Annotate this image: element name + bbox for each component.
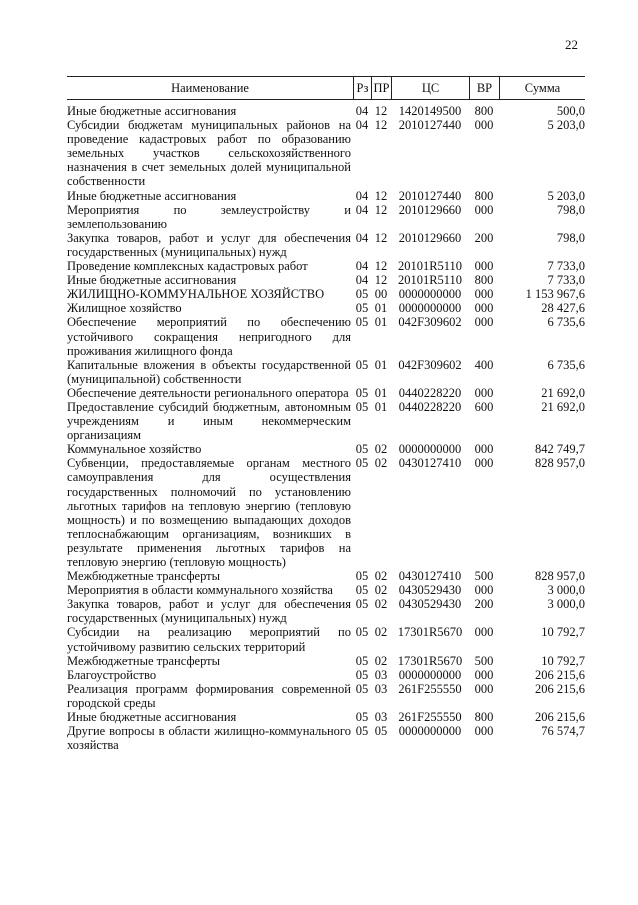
row-pr: 02 — [374, 597, 388, 612]
row-vr: 200 — [474, 230, 494, 245]
row-name: Предоставление субсидий бюджетным, автономным учреждениям и иным некоммерческим организациям — [67, 399, 351, 443]
row-vr: 800 — [474, 710, 494, 725]
row-pr: 03 — [374, 681, 388, 696]
row-cs: 261F255550 — [398, 710, 462, 725]
row-cs: 261F255550 — [398, 681, 462, 696]
row-name: Реализация программ формирования современной городской среды — [67, 681, 351, 710]
row-name: Закупка товаров, работ и услуг для обеспечения государственных (муниципальных) нужд — [67, 597, 351, 626]
row-name: Коммунальное хозяйство — [67, 442, 202, 457]
row-name: Мероприятия в области коммунального хозяйства — [67, 583, 333, 598]
row-cs: 042F309602 — [398, 315, 462, 330]
row-name: ЖИЛИЩНО-КОММУНАЛЬНОЕ ХОЗЯЙСТВО — [67, 287, 325, 302]
row-sum: 7 733,0 — [547, 259, 585, 274]
table-row — [67, 682, 585, 710]
row-sum: 500,0 — [556, 104, 585, 118]
row-rz: 04 — [355, 188, 369, 203]
row-cs: 0000000000 — [398, 442, 462, 457]
table-row — [67, 301, 585, 315]
table-row — [67, 104, 585, 118]
row-pr: 01 — [374, 385, 388, 400]
row-cs: 2010127440 — [398, 188, 462, 203]
row-sum: 21 692,0 — [541, 399, 585, 414]
row-rz: 05 — [355, 681, 369, 696]
table-row — [67, 259, 585, 273]
row-vr: 000 — [474, 681, 494, 696]
table-row — [67, 400, 585, 442]
row-rz: 05 — [355, 653, 369, 668]
row-pr: 12 — [374, 202, 388, 217]
row-rz: 04 — [355, 104, 369, 118]
row-name: Закупка товаров, работ и услуг для обеспечения государственных (муниципальных) нужд — [67, 230, 351, 259]
row-sum: 10 792,7 — [541, 653, 585, 668]
table-row — [67, 203, 585, 231]
row-vr: 600 — [474, 399, 494, 414]
row-cs: 042F309602 — [398, 357, 462, 372]
row-vr: 800 — [474, 273, 494, 288]
row-name: Межбюджетные трансферты — [67, 653, 221, 668]
row-name: Субсидии бюджетам муниципальных районов на проведение кадастровых работ по образованию земельных участков сельскохозяйственного назначения в счет земельных долей муниципальной собственности — [67, 118, 351, 189]
row-vr: 000 — [474, 287, 494, 302]
table-row — [67, 724, 585, 752]
row-name: Иные бюджетные ассигнования — [67, 104, 237, 118]
row-vr: 800 — [474, 104, 494, 118]
row-sum: 5 203,0 — [547, 188, 585, 203]
row-pr: 01 — [374, 399, 388, 414]
row-pr: 02 — [374, 442, 388, 457]
row-sum: 5 203,0 — [547, 118, 585, 133]
row-pr: 02 — [374, 569, 388, 584]
header-cs: ЦС — [391, 77, 469, 99]
row-pr: 00 — [374, 287, 388, 302]
table-row — [67, 569, 585, 583]
row-vr: 000 — [474, 301, 494, 316]
row-pr: 03 — [374, 710, 388, 725]
row-pr: 01 — [374, 357, 388, 372]
row-rz: 04 — [355, 118, 369, 133]
row-rz: 05 — [355, 456, 369, 471]
row-cs: 17301R5670 — [397, 653, 463, 668]
row-sum: 76 574,7 — [541, 724, 585, 739]
row-name: Субвенции, предоставляемые органам местного самоуправления для осуществления государственных полномочий по установлению льготных тарифов на тепловую энергию (тепловую мощность) и по возмещению выпадающих доходов теплоснабжающим организациям, возникших в результате применения льготных тарифов на тепловую энергию (тепловую мощность) — [67, 456, 351, 569]
row-name: Обеспечение мероприятий по обеспечению устойчивого сокращения непригодного для проживания жилищного фонда — [67, 315, 351, 358]
table-row — [67, 583, 585, 597]
header-pr: ПР — [371, 77, 391, 99]
row-sum: 798,0 — [556, 230, 585, 245]
row-vr: 500 — [474, 653, 494, 668]
row-cs: 0000000000 — [398, 724, 462, 739]
row-sum: 206 215,6 — [535, 681, 585, 696]
row-sum: 206 215,6 — [535, 710, 585, 725]
row-vr: 000 — [474, 442, 494, 457]
row-rz: 05 — [355, 667, 369, 682]
row-cs: 0440228220 — [398, 385, 462, 400]
row-sum: 6 735,6 — [547, 357, 585, 372]
row-pr: 03 — [374, 667, 388, 682]
row-cs: 0440228220 — [398, 399, 462, 414]
row-cs: 0000000000 — [398, 667, 462, 682]
header-vr: ВР — [469, 77, 499, 99]
row-cs: 0430529430 — [398, 597, 462, 612]
row-sum: 1 153 967,6 — [525, 287, 585, 302]
row-pr: 12 — [374, 273, 388, 288]
table-row — [67, 358, 585, 386]
header-name: Наименование — [171, 80, 249, 95]
row-vr: 000 — [474, 456, 494, 471]
table-row — [67, 386, 585, 400]
row-name: Субсидии на реализацию мероприятий по устойчивому развитию сельских территорий — [67, 625, 351, 654]
row-rz: 05 — [355, 315, 369, 330]
row-vr: 800 — [474, 188, 494, 203]
row-rz: 04 — [355, 259, 369, 274]
table-row — [67, 456, 585, 569]
row-sum: 21 692,0 — [541, 385, 585, 400]
row-vr: 000 — [474, 625, 494, 640]
row-vr: 000 — [474, 667, 494, 682]
row-cs: 2010127440 — [398, 118, 462, 133]
row-rz: 05 — [355, 301, 369, 316]
table-row — [67, 710, 585, 724]
row-name: Иные бюджетные ассигнования — [67, 710, 237, 725]
row-pr: 12 — [374, 230, 388, 245]
page-number: 22 — [565, 37, 578, 52]
row-name: Иные бюджетные ассигнования — [67, 188, 237, 203]
row-pr: 01 — [374, 301, 388, 316]
row-rz: 05 — [355, 357, 369, 372]
row-name: Жилищное хозяйство — [67, 301, 182, 316]
row-pr: 12 — [374, 104, 388, 118]
row-pr: 12 — [374, 259, 388, 274]
row-sum: 3 000,0 — [547, 597, 585, 612]
row-rz: 05 — [355, 442, 369, 457]
table-row — [67, 189, 585, 203]
row-rz: 05 — [355, 724, 369, 739]
row-name: Иные бюджетные ассигнования — [67, 273, 237, 288]
header-sum: Сумма — [499, 77, 585, 99]
row-rz: 04 — [355, 230, 369, 245]
table-row — [67, 231, 585, 259]
row-rz: 05 — [355, 710, 369, 725]
row-vr: 000 — [474, 583, 494, 598]
row-name: Межбюджетные трансферты — [67, 569, 221, 584]
row-vr: 000 — [474, 259, 494, 274]
row-sum: 6 735,6 — [547, 315, 585, 330]
row-rz: 04 — [355, 273, 369, 288]
table-body — [67, 104, 585, 752]
row-sum: 798,0 — [556, 202, 585, 217]
row-sum: 842 749,7 — [535, 442, 585, 457]
table-row — [67, 315, 585, 357]
table-row — [67, 287, 585, 301]
row-sum: 828 957,0 — [535, 456, 585, 471]
row-cs: 2010129660 — [398, 202, 462, 217]
row-name: Другие вопросы в области жилищно-коммунального хозяйства — [67, 724, 351, 753]
row-cs: 0000000000 — [398, 287, 462, 302]
row-rz: 04 — [355, 202, 369, 217]
row-pr: 02 — [374, 653, 388, 668]
row-rz: 05 — [355, 399, 369, 414]
header-rz: Рз — [353, 77, 371, 99]
table-row — [67, 625, 585, 653]
row-pr: 02 — [374, 456, 388, 471]
row-rz: 05 — [355, 287, 369, 302]
row-pr: 02 — [374, 583, 388, 598]
row-pr: 02 — [374, 625, 388, 640]
row-vr: 000 — [474, 315, 494, 330]
row-sum: 28 427,6 — [541, 301, 585, 316]
row-pr: 12 — [374, 188, 388, 203]
row-rz: 05 — [355, 385, 369, 400]
row-pr: 01 — [374, 315, 388, 330]
row-rz: 05 — [355, 625, 369, 640]
row-sum: 10 792,7 — [541, 625, 585, 640]
table-row — [67, 654, 585, 668]
row-cs: 20101R5110 — [397, 273, 463, 288]
row-sum: 7 733,0 — [547, 273, 585, 288]
row-vr: 000 — [474, 724, 494, 739]
table-row — [67, 118, 585, 188]
row-pr: 12 — [374, 118, 388, 133]
row-vr: 400 — [474, 357, 494, 372]
row-cs: 20101R5110 — [397, 259, 463, 274]
row-cs: 2010129660 — [398, 230, 462, 245]
row-rz: 05 — [355, 597, 369, 612]
row-cs: 0000000000 — [398, 301, 462, 316]
row-sum: 206 215,6 — [535, 667, 585, 682]
row-sum: 3 000,0 — [547, 583, 585, 598]
row-vr: 500 — [474, 569, 494, 584]
row-vr: 000 — [474, 385, 494, 400]
row-name: Капитальные вложения в объекты государственной (муниципальной) собственности — [67, 357, 351, 386]
row-cs: 17301R5670 — [397, 625, 463, 640]
row-cs: 0430127410 — [398, 456, 462, 471]
table-header — [67, 76, 585, 100]
row-name: Обеспечение деятельности регионального оператора — [67, 385, 349, 400]
row-name: Проведение комплексных кадастровых работ — [67, 259, 308, 274]
row-rz: 05 — [355, 583, 369, 598]
row-name: Благоустройство — [67, 667, 157, 682]
row-sum: 828 957,0 — [535, 569, 585, 584]
table-row — [67, 273, 585, 287]
table-row — [67, 597, 585, 625]
row-vr: 200 — [474, 597, 494, 612]
row-cs: 1420149500 — [398, 104, 462, 118]
row-name: Мероприятия по землеустройству и землепользованию — [67, 202, 351, 231]
row-vr: 000 — [474, 118, 494, 133]
row-pr: 05 — [374, 724, 388, 739]
row-cs: 0430529430 — [398, 583, 462, 598]
table-row — [67, 442, 585, 456]
row-rz: 05 — [355, 569, 369, 584]
row-vr: 000 — [474, 202, 494, 217]
row-cs: 0430127410 — [398, 569, 462, 584]
table-row — [67, 668, 585, 682]
